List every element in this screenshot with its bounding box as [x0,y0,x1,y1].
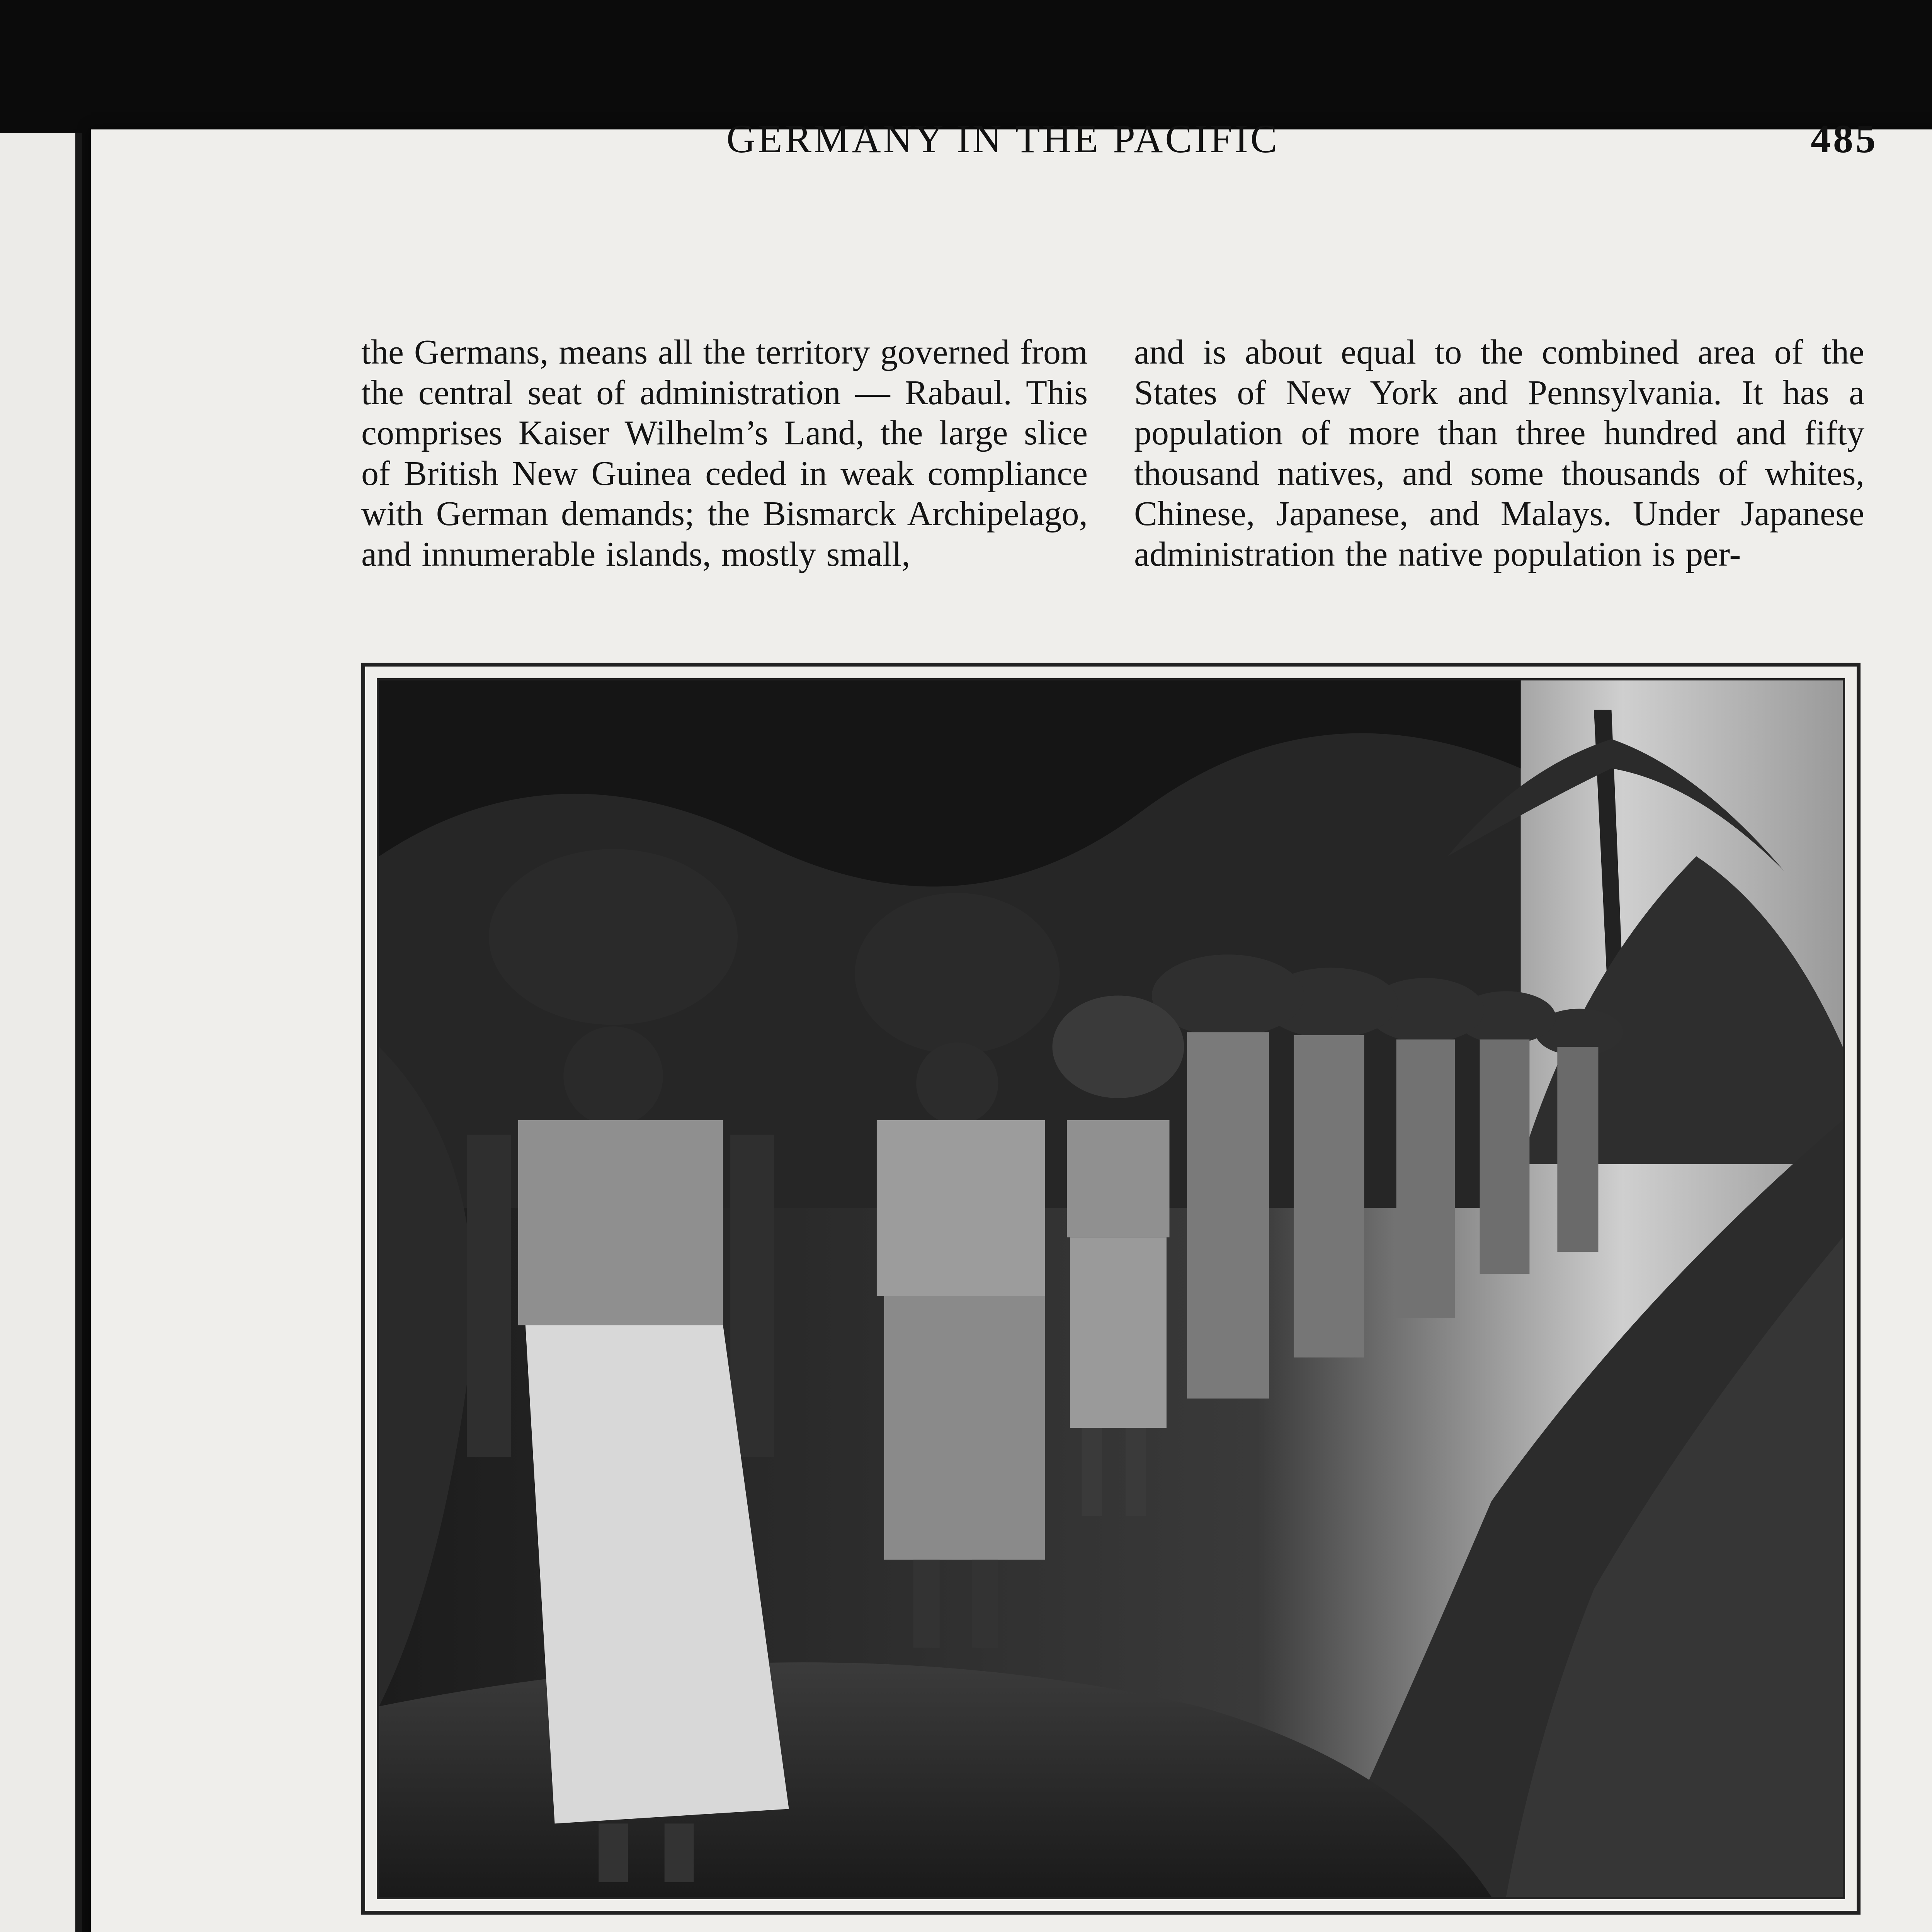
running-head [263,116,1878,166]
photograph [377,678,1845,1899]
paragraph: the Germans, means all the territory governed from the central seat of administration — Rabaul. This comprises Kaiser Wilhelm’s Land, the large slice of British New Guinea ceded in weak compliance with German demands; the Bismarck Archipelago, and innumerable islands, mostly small, [361,333,1088,573]
page-number: 485 [1811,117,1878,161]
photo-women-carrying-sacks-image [379,680,1843,1897]
column-top-right [1134,332,1864,575]
running-head-title: GERMANY IN THE PACIFIC [726,117,1280,161]
column-top-left [361,332,1088,575]
photograph-frame [361,663,1861,1915]
paragraph: and is about equal to the combined area of the States of New York and Pennsylvania. It has a population of more than three hundred and fifty thousand natives, and some thousands of whites, Chinese, Japanese, and Malays. Under Japanese administration the native population is per- [1134,333,1864,573]
previous-page-edge [0,133,82,1932]
